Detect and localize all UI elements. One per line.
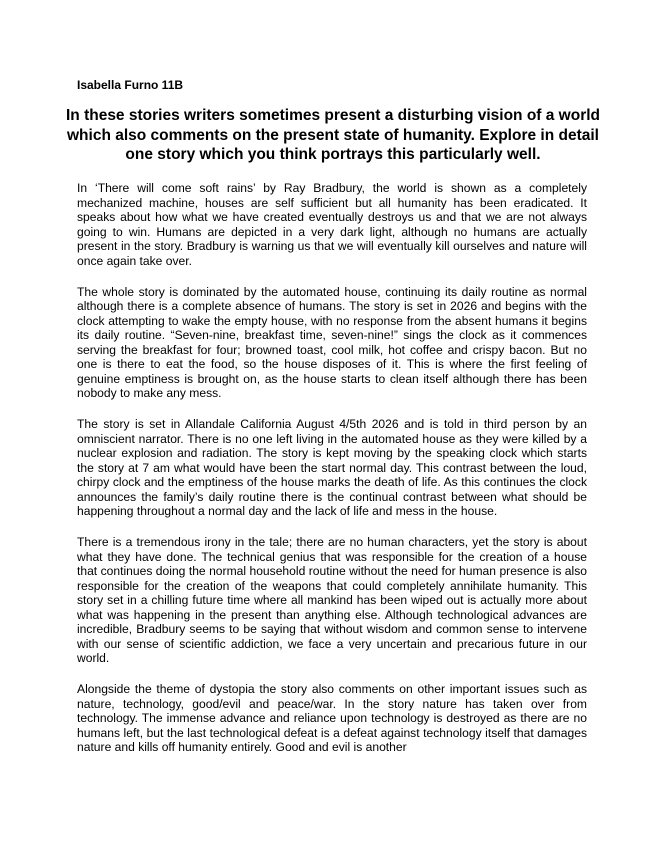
author-line: Isabella Furno 11B [77, 78, 184, 92]
paragraph-2: The whole story is dominated by the automated house, continuing its daily routine as normal although there is a complete absence of humans. The story is set in 2026 and begins with the clock attempting to wake the empty house, with no response from the absent humans it begins its daily routine. “Seven-nine, breakfast time, seven-nine!” sings the clock as it commences serving the breakfast for four; browned toast, cool milk, hot coffee and crispy bacon. But no one is there to eat the food, so the house disposes of it. This is where the first feeling of genuine emptiness is brought on, as the house starts to clean itself although there has been nobody to make any mess. [77, 284, 587, 400]
essay-question: In these stories writers sometimes present a disturbing vision of a world which also comments on the present state of humanity. Explore in detail one story which you think portrays this particularly well. [65, 107, 601, 163]
paragraph-4: There is a tremendous irony in the tale; there are no human characters, yet the story is about what they have done. The technical genius that was responsible for the creation of a house that continues doing the normal household routine without the need for human presence is also responsible for the creation of the weapons that could completely annihilate humanity. This story set in a chilling future time where all mankind has been wiped out is actually more about what was happening in the present than anything else. Although technological advances are incredible, Bradbury seems to be saying that without wisdom and common sense to intervene with our sense of scientific addiction, we face a very uncertain and precarious future in our world. [77, 535, 587, 665]
essay-body [77, 181, 587, 771]
paragraph-1: In ‘There will come soft rains’ by Ray Bradbury, the world is shown as a completely mechanized machine, houses are self sufficient but all humanity has been eradicated. It speaks about how what we have created eventually destroys us and that we are not always going to win. Humans are depicted in a very dark light, although no humans are actually present in the story. Bradbury is warning us that we will eventually kill ourselves and nature will once again take over. [77, 181, 587, 268]
paragraph-5: Alongside the theme of dystopia the story also comments on other important issues such as nature, technology, good/evil and peace/war. In the story nature has taken over from technology. The immense advance and reliance upon technology is destroyed as there are no humans left, but the last technological defeat is a defeat against technology itself that damages nature and kills off humanity entirely. Good and evil is another [77, 682, 587, 754]
paragraph-3: The story is set in Allandale California August 4/5th 2026 and is told in third person by an omniscient narrator. There is no one left living in the automated house as they were killed by a nuclear explosion and radiation. The story is kept moving by the speaking clock which starts the story at 7 am what would have been the start normal day. This contrast between the loud, chirpy clock and the emptiness of the house marks the death of life. As this continues the clock announces the family’s daily routine there is the continual contrast between what should be happening throughout a normal day and the lack of life and mess in the house. [77, 417, 587, 518]
